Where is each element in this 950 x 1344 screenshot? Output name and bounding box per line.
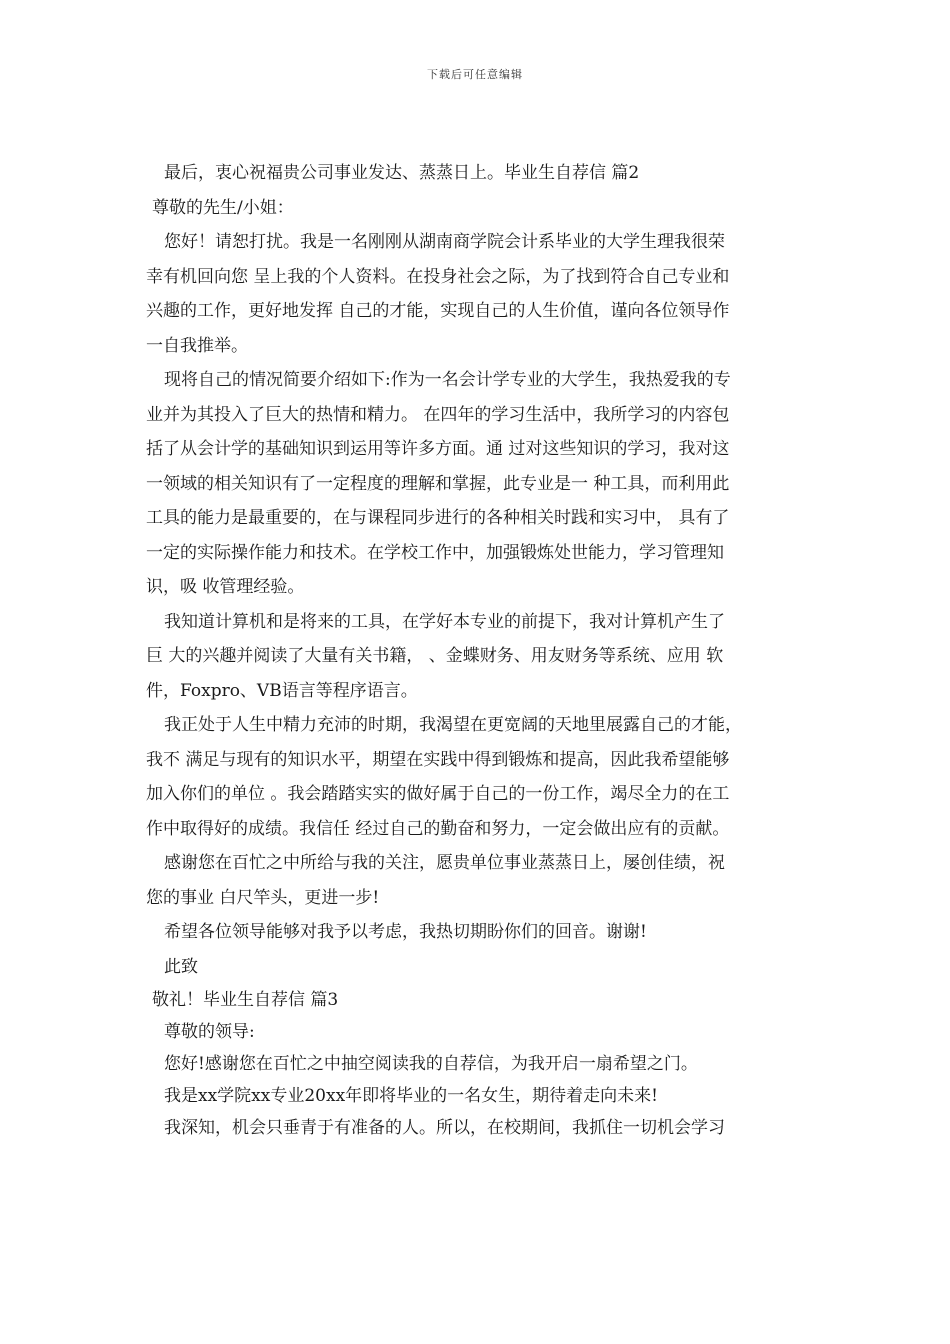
- paragraph-line: 我深知，机会只垂青于有准备的人。所以，在校期间，我抓住一切机会学习: [164, 1118, 725, 1138]
- paragraph-line: 我知道计算机和是将来的工具，在学好本专业的前提下，我对计算机产生了: [164, 611, 725, 632]
- paragraph-line: 现将自己的情况简要介绍如下:作为一名会计学专业的大学生，我热爱我的专: [164, 370, 731, 390]
- paragraph-line: 您好!感谢您在百忙之中抽空阅读我的自荐信，为我开启一扇希望之门。: [164, 1054, 698, 1074]
- paragraph-line: 希望各位领导能够对我予以考虑，我热切期盼你们的回音。谢谢!: [164, 922, 647, 942]
- paragraph-line: 工具的能力是最重要的，在与课程同步进行的各种相关时践和实习中， 具有了: [146, 508, 730, 528]
- paragraph-line: 我正处于人生中精力充沛的时期，我渴望在更宽阔的天地里展露自己的才能，: [164, 715, 742, 735]
- paragraph-line: 您好！请恕打扰。我是一名刚刚从湖南商学院会计系毕业的大学生理我很荣: [164, 232, 725, 252]
- letter-body: [146, 156, 816, 1144]
- paragraph-line: 识，吸 收管理经验。: [146, 577, 305, 597]
- closing-cizhi: 此致: [164, 956, 198, 977]
- paragraph-line: 感谢您在百忙之中所给与我的关注，愿贵单位事业蒸蒸日上，屡创佳绩，祝: [164, 853, 725, 873]
- paragraph-line: 作中取得好的成绩。我信任 经过自己的勤奋和努力，一定会做出应有的贡献。: [146, 818, 730, 839]
- paragraph-line: 加入你们的单位 。我会踏踏实实的做好属于自己的一份工作，竭尽全力的在工: [146, 784, 730, 804]
- section-heading: 敬礼！毕业生自荐信 篇3: [152, 990, 339, 1010]
- paragraph-line: 您的事业 白尺竿头，更进一步!: [146, 887, 380, 908]
- paragraph-line: 幸有机回向您 呈上我的个人资料。在投身社会之际，为了找到符合自己专业和: [146, 266, 730, 287]
- page-header: 下载后可任意编辑: [427, 68, 523, 81]
- paragraph-line: 件，Foxpro、VB语言等程序语言。: [146, 680, 418, 701]
- paragraph-line: 业并为其投入了巨大的热情和精力。 在四年的学习生活中，我所学习的内容包: [146, 404, 730, 425]
- paragraph-line: 一领域的相关知识有了一定程度的理解和掌握，此专业是一 种工具，而利用此: [146, 473, 730, 494]
- paragraph-line: 兴趣的工作，更好地发挥 自己的才能，实现自己的人生价值，谨向各位领导作: [146, 301, 730, 321]
- paragraph-line: 我不 满足与现有的知识水平，期望在实践中得到锻炼和提高，因此我希望能够: [146, 749, 730, 770]
- paragraph-line: 我是xx学院xx专业20xx年即将毕业的一名女生，期待着走向未来!: [164, 1086, 658, 1106]
- paragraph-line: 括了从会计学的基础知识到运用等许多方面。通 过对这些知识的学习，我对这: [146, 439, 730, 459]
- closing-line: 最后，衷心祝福贵公司事业发达、蒸蒸日上。毕业生自荐信 篇2: [164, 163, 640, 183]
- paragraph-line: 巨 大的兴趣并阅读了大量有关书籍， 、金蝶财务、用友财务等系统、应用 软: [146, 646, 724, 666]
- paragraph-line: 一自我推举。: [146, 335, 248, 356]
- paragraph-line: 一定的实际操作能力和技术。在学校工作中，加强锻炼处世能力，学习管理知: [146, 542, 724, 563]
- salutation: 尊敬的先生/小姐：: [152, 197, 294, 218]
- salutation: 尊敬的领导:: [164, 1022, 255, 1042]
